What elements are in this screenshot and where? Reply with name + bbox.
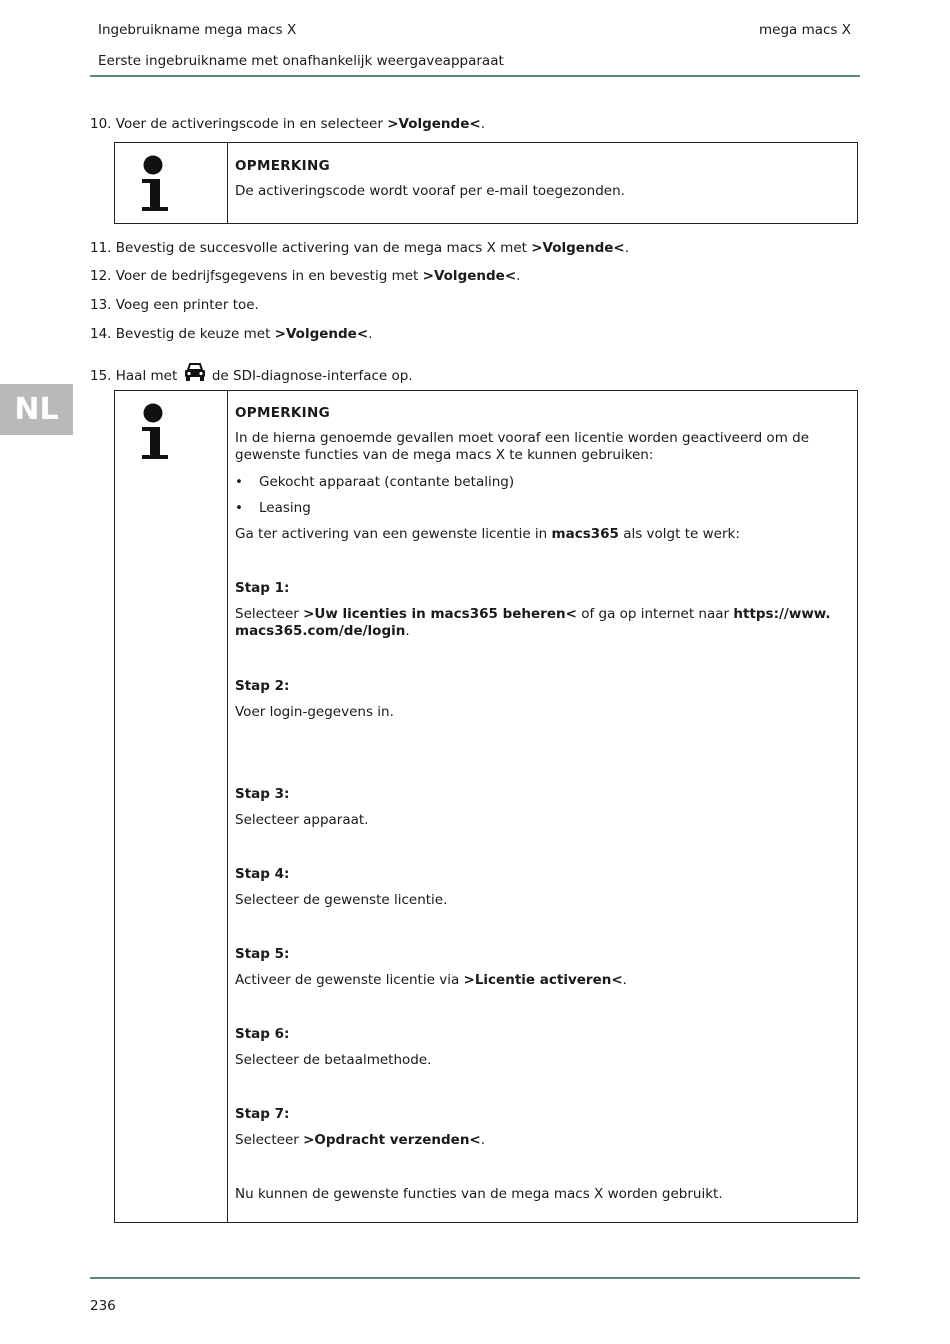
header-divider (90, 75, 860, 77)
step-12: 12. Voer de bedrijfsgegevens in en bevestig met >Volgende<. (90, 268, 521, 284)
stap-2-text: Voer login-gegevens in. (235, 704, 394, 720)
stap-3-title: Stap 3: (235, 786, 290, 802)
step-10: 10. Voer de activeringscode in en selecteer >Volgende<. (90, 116, 485, 132)
stap-6-title: Stap 6: (235, 1026, 290, 1042)
closing-text: Nu kunnen de gewenste functies van de mega macs X worden gebruikt. (235, 1186, 723, 1202)
info-icon (139, 403, 173, 461)
stap-4-text: Selecteer de gewenste licentie. (235, 892, 448, 908)
page-number: 236 (90, 1298, 116, 1314)
bullet-item: • Leasing (235, 500, 311, 516)
note-title: OPMERKING (235, 405, 330, 421)
activation-instruction: Ga ter activering van een gewenste licentie in macs365 als volgt te werk: (235, 526, 740, 542)
note-intro: In de hierna genoemde gevallen moet vooraf een licentie worden geactiveerd om de gewenste functies van de mega macs X te kunnen gebruiken: (235, 430, 810, 463)
step-15: 15. Haal met de SDI-diagnose-interface op. (90, 362, 413, 384)
header-section-title: Eerste ingebruikname met onafhankelijk weergaveapparaat (98, 53, 504, 69)
step-11: 11. Bevestig de succesvolle activering van de mega macs X met >Volgende<. (90, 240, 630, 256)
stap-1-title: Stap 1: (235, 580, 290, 596)
login-url: https://www. (733, 606, 831, 622)
manage-licenses-ref: >Uw licenties in macs365 beheren< (303, 606, 577, 622)
stap-2-title: Stap 2: (235, 678, 290, 694)
stap-5-text: Activeer de gewenste licentie via >Licentie activeren<. (235, 972, 627, 988)
login-url-continued: macs365.com/de/login (235, 623, 406, 639)
language-tab: NL (0, 384, 73, 435)
bullet-item: • Gekocht apparaat (contante betaling) (235, 474, 515, 490)
stap-7-title: Stap 7: (235, 1106, 290, 1122)
step-14: 14. Bevestig de keuze met >Volgende<. (90, 326, 373, 342)
note-text: De activeringscode wordt vooraf per e-mail toegezonden. (235, 183, 625, 199)
stap-5-title: Stap 5: (235, 946, 290, 962)
stap-3-text: Selecteer apparaat. (235, 812, 369, 828)
header-product-name: mega macs X (758, 22, 851, 38)
footer-divider (90, 1277, 860, 1279)
step-10-button-ref: >Volgende< (387, 116, 481, 132)
stap-6-text: Selecteer de betaalmethode. (235, 1052, 432, 1068)
stap-1-text: Selecteer >Uw licenties in macs365 beheren< of ga op internet naar https://www. macs365.com/de/login. (235, 606, 831, 639)
note-box-license-activation (114, 390, 858, 1223)
step-13: 13. Voeg een printer toe. (90, 297, 259, 313)
note-box-activation-code (114, 142, 858, 224)
header-document-title: Ingebruikname mega macs X (98, 22, 297, 38)
note-title: OPMERKING (235, 158, 330, 174)
info-icon (139, 155, 173, 213)
stap-4-title: Stap 4: (235, 866, 290, 882)
stap-7-text: Selecteer >Opdracht verzenden<. (235, 1132, 486, 1148)
car-icon (184, 362, 206, 382)
